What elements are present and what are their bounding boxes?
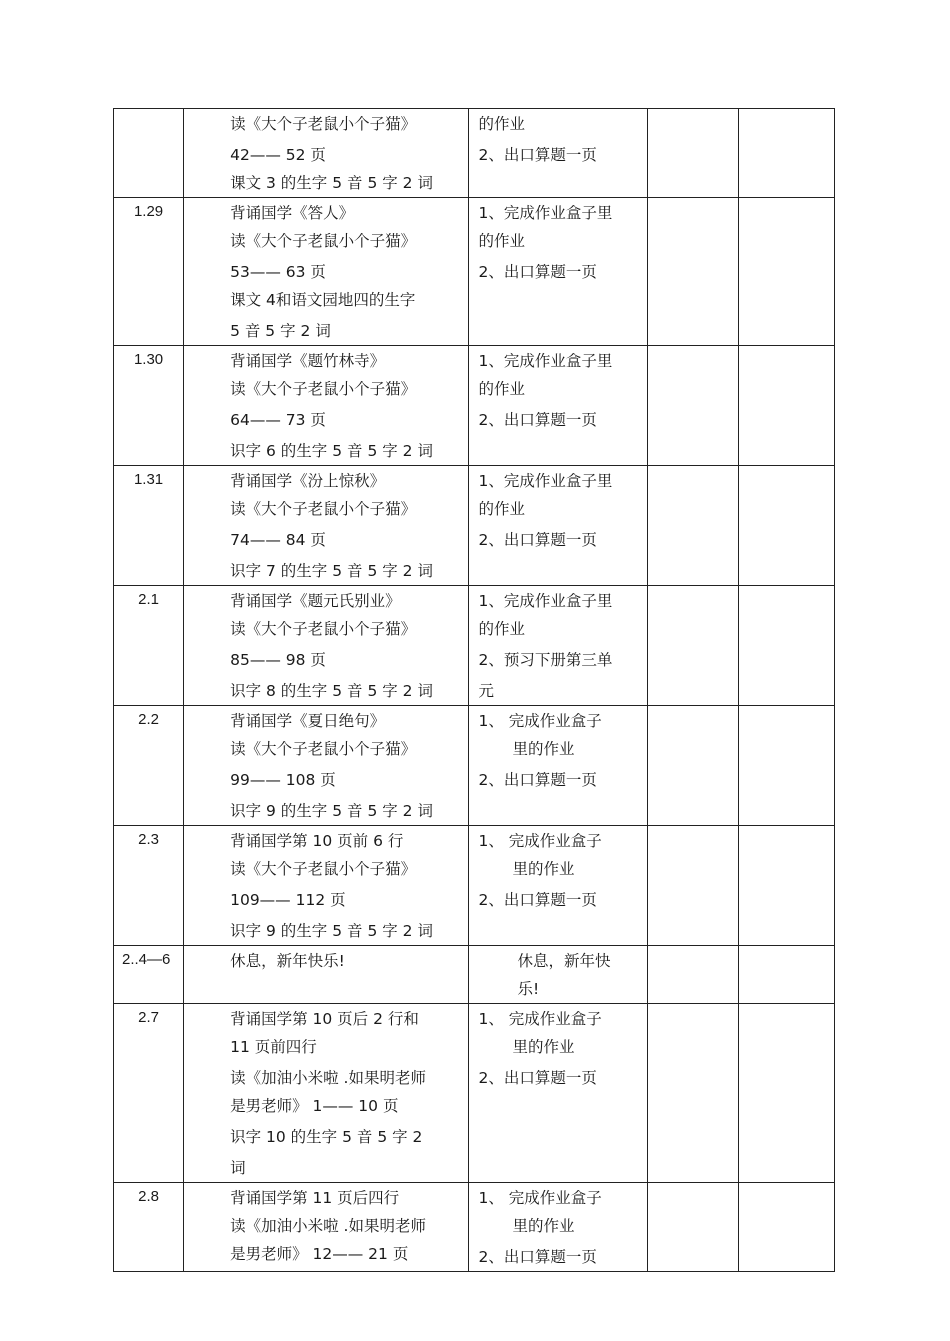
- math-task-line: 1、完成作业盒子里: [478, 204, 613, 222]
- math-task-line: 2、出口算题一页: [478, 411, 597, 429]
- table-row: [114, 826, 835, 946]
- extra-cell-1: [647, 1004, 738, 1183]
- math-task-line: 2、出口算题一页: [478, 263, 597, 281]
- chinese-task-line: 5 音 5 字 2 词: [230, 322, 331, 340]
- extra-cell-2: [738, 346, 834, 466]
- extra-cell-1: [647, 109, 738, 198]
- table-row: [114, 466, 835, 586]
- date-cell: 2.3: [114, 826, 184, 946]
- math-task-line: 元: [478, 682, 494, 700]
- math-task-line: 的作业: [478, 500, 525, 518]
- chinese-task-line: 99—— 108 页: [230, 771, 336, 789]
- date-cell: 1.31: [114, 466, 184, 586]
- extra-cell-2: [738, 946, 834, 1004]
- chinese-task-cell: [184, 109, 469, 198]
- math-task-cell: [469, 706, 647, 826]
- table-row: [114, 1004, 835, 1183]
- date-cell: 2.2: [114, 706, 184, 826]
- chinese-task-line: 74—— 84 页: [230, 531, 326, 549]
- chinese-task-line: 85—— 98 页: [230, 651, 326, 669]
- math-task-line: 2、出口算题一页: [478, 1248, 597, 1266]
- math-task-cell: [469, 826, 647, 946]
- chinese-task-line: 词: [230, 1159, 246, 1177]
- date-cell: 2.7: [114, 1004, 184, 1183]
- math-task-line: 1、完成作业盒子里: [478, 352, 613, 370]
- math-task-line: 1、 完成作业盒子: [478, 832, 602, 850]
- table-body: [114, 109, 835, 1272]
- extra-cell-1: [647, 946, 738, 1004]
- math-task-line: 2、预习下册第三单: [478, 651, 613, 669]
- chinese-task-line: 背诵国学第 10 页前 6 行: [230, 832, 404, 850]
- math-task-line: 休息，新年快: [517, 952, 611, 970]
- chinese-task-line: 背诵国学《答人》: [230, 204, 355, 222]
- extra-cell-1: [647, 706, 738, 826]
- extra-cell-2: [738, 826, 834, 946]
- chinese-task-line: 背诵国学第 11 页后四行: [230, 1189, 400, 1207]
- math-task-cell: [469, 346, 647, 466]
- table-row: [114, 706, 835, 826]
- chinese-task-line: 识字 7 的生字 5 音 5 字 2 词: [230, 562, 433, 580]
- math-task-line: 里的作业: [512, 1217, 575, 1235]
- chinese-task-cell: [184, 1183, 469, 1272]
- math-task-line: 2、出口算题一页: [478, 1069, 597, 1087]
- chinese-task-line: 读《大个子老鼠小个子猫》: [230, 620, 417, 638]
- chinese-task-line: 109—— 112 页: [230, 891, 346, 909]
- table-row: [114, 586, 835, 706]
- math-task-line: 的作业: [478, 232, 525, 250]
- chinese-task-cell: [184, 826, 469, 946]
- chinese-task-line: 背诵国学《题竹林寺》: [230, 352, 386, 370]
- chinese-task-line: 休息，新年快乐!: [230, 952, 345, 970]
- table-row: [114, 1183, 835, 1272]
- math-task-line: 里的作业: [512, 740, 575, 758]
- extra-cell-2: [738, 466, 834, 586]
- math-task-cell: [469, 466, 647, 586]
- math-task-cell: [469, 586, 647, 706]
- chinese-task-line: 42—— 52 页: [230, 146, 326, 164]
- extra-cell-2: [738, 198, 834, 346]
- math-task-cell: [469, 946, 647, 1004]
- chinese-task-cell: [184, 946, 469, 1004]
- math-task-cell: [469, 1004, 647, 1183]
- table-row: [114, 109, 835, 198]
- chinese-task-cell: [184, 198, 469, 346]
- chinese-task-line: 背诵国学第 10 页后 2 行和: [230, 1010, 419, 1028]
- chinese-task-line: 是男老师》 12—— 21 页: [230, 1245, 409, 1263]
- math-task-line: 的作业: [478, 620, 525, 638]
- homework-schedule-table: [113, 108, 835, 1272]
- chinese-task-cell: [184, 346, 469, 466]
- chinese-task-line: 课文 3 的生字 5 音 5 字 2 词: [230, 174, 433, 192]
- extra-cell-1: [647, 346, 738, 466]
- chinese-task-line: 读《大个子老鼠小个子猫》: [230, 860, 417, 878]
- math-task-line: 的作业: [478, 115, 525, 133]
- chinese-task-cell: [184, 706, 469, 826]
- math-task-line: 1、完成作业盒子里: [478, 472, 613, 490]
- extra-cell-1: [647, 198, 738, 346]
- math-task-cell: [469, 1183, 647, 1272]
- chinese-task-line: 识字 10 的生字 5 音 5 字 2: [230, 1128, 423, 1146]
- chinese-task-line: 读《大个子老鼠小个子猫》: [230, 380, 417, 398]
- extra-cell-1: [647, 466, 738, 586]
- chinese-task-line: 背诵国学《夏日绝句》: [230, 712, 386, 730]
- math-task-line: 2、出口算题一页: [478, 531, 597, 549]
- math-task-line: 的作业: [478, 380, 525, 398]
- date-cell: 2.1: [114, 586, 184, 706]
- table-row: [114, 198, 835, 346]
- chinese-task-line: 背诵国学《汾上惊秋》: [230, 472, 386, 490]
- extra-cell-1: [647, 586, 738, 706]
- chinese-task-line: 识字 9 的生字 5 音 5 字 2 词: [230, 802, 433, 820]
- chinese-task-line: 读《大个子老鼠小个子猫》: [230, 500, 417, 518]
- chinese-task-line: 读《大个子老鼠小个子猫》: [230, 115, 417, 133]
- math-task-line: 1、 完成作业盒子: [478, 1189, 602, 1207]
- math-task-line: 2、出口算题一页: [478, 771, 597, 789]
- chinese-task-line: 读《加油小米啦 .如果明老师: [230, 1217, 426, 1235]
- extra-cell-1: [647, 1183, 738, 1272]
- chinese-task-cell: [184, 586, 469, 706]
- extra-cell-2: [738, 1004, 834, 1183]
- chinese-task-line: 读《加油小米啦 .如果明老师: [230, 1069, 426, 1087]
- extra-cell-2: [738, 109, 834, 198]
- extra-cell-1: [647, 826, 738, 946]
- chinese-task-line: 识字 6 的生字 5 音 5 字 2 词: [230, 442, 433, 460]
- chinese-task-line: 课文 4和语文园地四的生字: [230, 291, 416, 309]
- extra-cell-2: [738, 706, 834, 826]
- math-task-line: 乐!: [517, 980, 540, 998]
- math-task-cell: [469, 198, 647, 346]
- chinese-task-line: 64—— 73 页: [230, 411, 326, 429]
- math-task-cell: [469, 109, 647, 198]
- chinese-task-line: 识字 8 的生字 5 音 5 字 2 词: [230, 682, 433, 700]
- chinese-task-line: 背诵国学《题元氏别业》: [230, 592, 401, 610]
- table-row: [114, 946, 835, 1004]
- math-task-line: 1、完成作业盒子里: [478, 592, 613, 610]
- date-cell: [114, 109, 184, 198]
- chinese-task-cell: [184, 1004, 469, 1183]
- math-task-line: 2、出口算题一页: [478, 146, 597, 164]
- math-task-line: 1、 完成作业盒子: [478, 712, 602, 730]
- math-task-line: 里的作业: [512, 860, 575, 878]
- math-task-line: 1、 完成作业盒子: [478, 1010, 602, 1028]
- chinese-task-cell: [184, 466, 469, 586]
- chinese-task-line: 11 页前四行: [230, 1038, 317, 1056]
- math-task-line: 里的作业: [512, 1038, 575, 1056]
- table-row: [114, 346, 835, 466]
- date-cell: 1.29: [114, 198, 184, 346]
- date-cell: 2.8: [114, 1183, 184, 1272]
- date-cell: 2..4—6: [114, 946, 184, 1004]
- chinese-task-line: 读《大个子老鼠小个子猫》: [230, 232, 417, 250]
- date-cell: 1.30: [114, 346, 184, 466]
- chinese-task-line: 是男老师》 1—— 10 页: [230, 1097, 399, 1115]
- chinese-task-line: 53—— 63 页: [230, 263, 326, 281]
- math-task-line: 2、出口算题一页: [478, 891, 597, 909]
- chinese-task-line: 读《大个子老鼠小个子猫》: [230, 740, 417, 758]
- chinese-task-line: 识字 9 的生字 5 音 5 字 2 词: [230, 922, 433, 940]
- extra-cell-2: [738, 1183, 834, 1272]
- extra-cell-2: [738, 586, 834, 706]
